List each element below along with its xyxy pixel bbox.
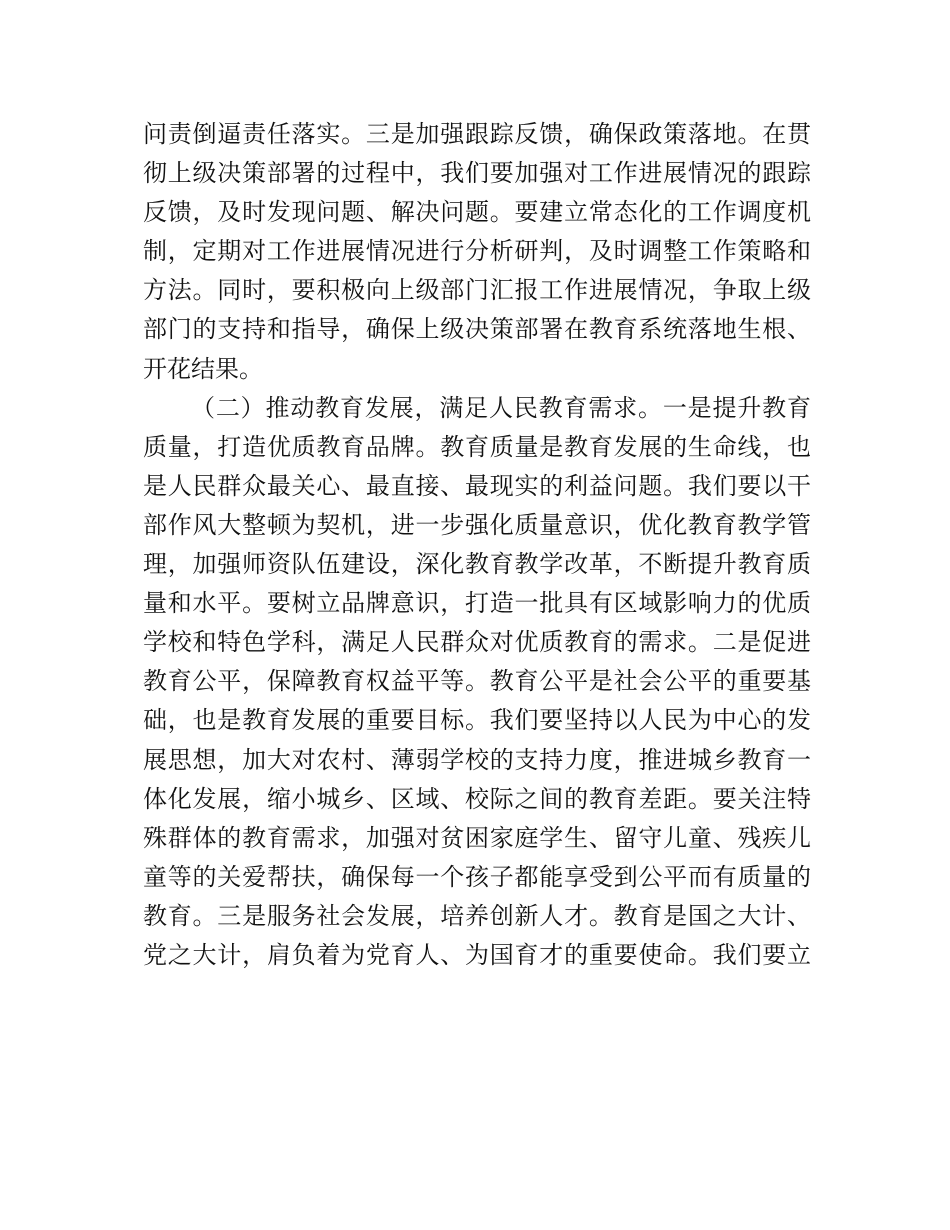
text-line: 体化发展，缩小城乡、区域、校际之间的教育差距。要关注特 <box>143 784 811 813</box>
text-line: 教育。三是服务社会发展，培养创新人才。教育是国之大计、 <box>143 901 811 930</box>
text-line: 殊群体的教育需求，加强对贫困家庭学生、留守儿童、残疾儿 <box>143 823 811 852</box>
body-text <box>143 115 811 975</box>
text-line: 制，定期对工作进展情况进行分析研判，及时调整工作策略和 <box>143 237 811 266</box>
text-line: 础，也是教育发展的重要目标。我们要坚持以人民为中心的发 <box>143 706 811 735</box>
text-line: 部门的支持和指导，确保上级决策部署在教育系统落地生根、 <box>143 315 811 344</box>
text-line: 理，加强师资队伍建设，深化教育教学改革，不断提升教育质 <box>143 550 811 579</box>
text-line: 教育公平，保障教育权益平等。教育公平是社会公平的重要基 <box>143 667 811 696</box>
text-line: 部作风大整顿为契机，进一步强化质量意识，优化教育教学管 <box>143 510 811 539</box>
text-line: 反馈，及时发现问题、解决问题。要建立常态化的工作调度机 <box>143 198 811 227</box>
text-line: 开花结果。 <box>143 354 263 383</box>
text-line: 党之大计，肩负着为党育人、为国育才的重要使命。我们要立 <box>143 940 811 969</box>
text-line: 展思想，加大对农村、薄弱学校的支持力度，推进城乡教育一 <box>143 745 811 774</box>
text-line: 质量，打造优质教育品牌。教育质量是教育发展的生命线，也 <box>143 432 811 461</box>
text-line: 彻上级决策部署的过程中，我们要加强对工作进展情况的跟踪 <box>143 159 811 188</box>
text-line: 量和水平。要树立品牌意识，打造一批具有区域影响力的优质 <box>143 589 811 618</box>
text-line: 学校和特色学科，满足人民群众对优质教育的需求。二是促进 <box>143 628 811 657</box>
text-line: 是人民群众最关心、最直接、最现实的利益问题。我们要以干 <box>143 471 811 500</box>
text-line: 问责倒逼责任落实。三是加强跟踪反馈，确保政策落地。在贯 <box>143 120 811 148</box>
text-line: 童等的关爱帮扶，确保每一个孩子都能享受到公平而有质量的 <box>143 862 811 891</box>
section-heading-line: （二）推动教育发展，满足人民教育需求。一是提升教育 <box>191 393 811 422</box>
text-line: 方法。同时，要积极向上级部门汇报工作进展情况，争取上级 <box>143 276 811 305</box>
